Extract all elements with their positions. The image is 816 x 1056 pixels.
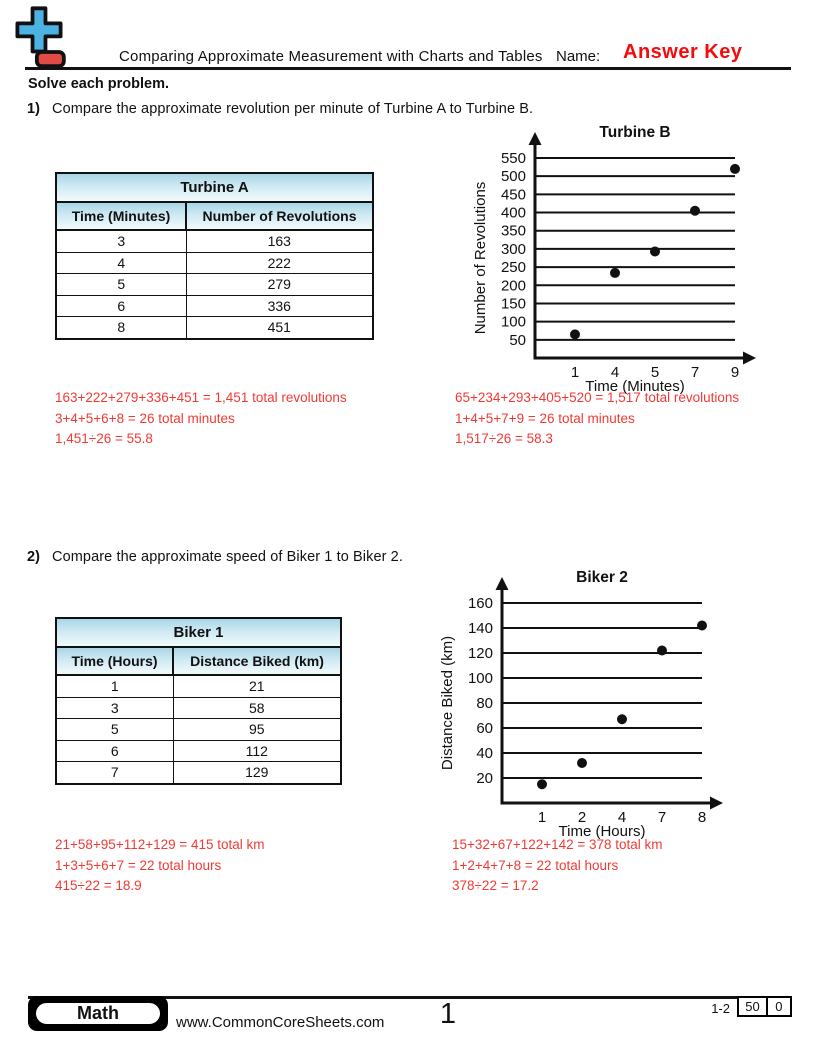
biker-2-chart [430,561,730,853]
x-tick-label: 9 [730,364,740,381]
y-tick-label: 450 [500,186,526,204]
instruction-text: Solve each problem. [28,76,170,92]
x-axis-label: Time (Hours) [558,823,646,840]
y-axis-arrow [529,132,542,145]
y-tick-label: 80 [476,695,493,712]
y-tick-label: 50 [509,331,526,349]
table-title-row [56,618,341,647]
column-header: Distance Biked (km) [173,647,341,675]
y-tick-label: 250 [500,259,526,277]
score-boxes [737,996,792,1017]
table-cell: 1 [56,675,173,697]
table-row [56,740,341,762]
answer-line: 415÷22 = 18.9 [55,878,142,894]
x-tick-label: 1 [537,809,547,826]
answer-line: 15+32+67+122+142 = 378 total km [452,837,663,852]
table-row [56,675,341,697]
table-row [56,274,373,296]
x-tick-label: 7 [690,364,700,381]
page-number: 1 [439,998,457,1030]
y-tick-label: 40 [476,745,493,762]
subject-badge [28,996,168,1031]
table-cell: 95 [173,719,341,741]
answer-line: 1,517÷26 = 58.3 [455,431,553,447]
answers-problem-1-right [455,388,739,450]
y-tick-label: 550 [500,150,526,167]
table-cell: 3 [56,697,173,719]
answer-line: 21+58+95+112+129 = 415 total km [55,837,265,852]
table-header-row [56,202,373,230]
table-row [56,230,373,252]
x-tick-label: 4 [610,364,620,381]
data-point [650,246,660,256]
table-title-row [56,173,373,202]
table-cell: 5 [56,274,186,296]
y-tick-label: 100 [500,313,526,331]
worksheet-title: Comparing Approximate Measurement with Charts and Tables [119,48,543,65]
x-tick-label: 4 [617,809,627,826]
x-tick-label: 5 [650,364,660,381]
table-row [56,295,373,317]
data-point [570,329,580,339]
answer-line: 1+2+4+7+8 = 22 total hours [452,857,619,873]
y-tick-label: 140 [467,620,493,637]
table-cell: 4 [56,252,186,274]
answer-line: 65+234+293+405+520 = 1,517 total revolutions [455,390,740,405]
table-cell: 8 [56,317,186,339]
answer-key-text: Answer Key [623,41,743,63]
table-cell: 6 [56,740,173,762]
data-point [577,758,587,768]
problem-2-number: 2) [27,549,40,565]
y-tick-label: 20 [476,770,493,787]
y-axis-arrow [496,577,509,590]
y-tick-label: 350 [500,222,526,240]
data-point [690,206,700,216]
points-per-problem-box: 50 [737,996,768,1017]
table-row [56,719,341,741]
data-point [537,779,547,789]
x-tick-label: 1 [570,364,580,381]
y-tick-label: 500 [500,168,526,186]
y-tick-label: 200 [500,277,526,295]
table-cell: 129 [173,762,341,784]
table-row [56,317,373,339]
table-header-row [56,647,341,675]
turbine-b-chart [463,116,763,408]
table-cell: 5 [56,719,173,741]
data-point [657,646,667,656]
column-header: Number of Revolutions [186,202,373,230]
table-cell: 112 [173,740,341,762]
table-title: Turbine A [56,173,373,202]
table-row [56,252,373,274]
plus-minus-logo-icon [12,5,66,71]
x-tick-label: 2 [577,809,587,826]
turbine-a-table [55,172,374,340]
subject-badge-label: Math [34,1001,162,1026]
data-point [610,268,620,278]
problem-2-text: Compare the approximate speed of Biker 1 to Biker 2. [52,549,403,565]
column-header: Time (Hours) [56,647,173,675]
table-title: Biker 1 [56,618,341,647]
data-point [617,714,627,724]
x-tick-label: 7 [657,809,667,826]
y-tick-label: 100 [467,670,493,687]
score-box: 0 [766,996,792,1017]
table-cell: 58 [173,697,341,719]
table-cell: 6 [56,295,186,317]
table-cell: 163 [186,230,373,252]
biker-1-table [55,617,342,785]
problem-1-text: Compare the approximate revolution per minute of Turbine A to Turbine B. [52,101,534,117]
y-tick-label: 60 [476,720,493,737]
answer-line: 3+4+5+6+8 = 26 total minutes [55,410,235,426]
table-cell: 451 [186,317,373,339]
y-axis-label: Distance Biked (km) [439,635,456,771]
x-axis-arrow [743,352,756,365]
y-tick-label: 400 [500,204,526,222]
y-axis-label: Number of Revolutions [472,181,489,335]
table-cell: 279 [186,274,373,296]
answer-line: 1+4+5+7+9 = 26 total minutes [455,410,635,426]
data-point [730,164,740,174]
answer-line: 378÷22 = 17.2 [452,878,539,894]
website-url: www.CommonCoreSheets.com [176,1014,385,1031]
chart-title: Turbine B [599,124,671,141]
problem-1-number: 1) [27,101,40,117]
table-cell: 21 [173,675,341,697]
table-cell: 7 [56,762,173,784]
x-tick-label: 8 [697,809,707,826]
problem-range: 1-2 [711,1001,730,1016]
table-row [56,762,341,784]
answers-problem-2-left [55,835,265,897]
table-cell: 222 [186,252,373,274]
name-label: Name: [556,48,601,65]
header-divider [25,67,791,70]
y-tick-label: 300 [500,240,526,258]
answer-line: 1,451÷26 = 55.8 [55,431,153,447]
y-tick-label: 150 [500,295,526,313]
table-cell: 336 [186,295,373,317]
y-tick-label: 160 [467,595,493,612]
answer-line: 1+3+5+6+7 = 22 total hours [55,857,222,873]
table-cell: 3 [56,230,186,252]
column-header: Time (Minutes) [56,202,186,230]
x-axis-label: Time (Minutes) [585,378,685,395]
y-tick-label: 120 [467,645,493,662]
data-point [697,621,707,631]
answer-line: 163+222+279+336+451 = 1,451 total revolutions [55,390,347,405]
table-row [56,697,341,719]
chart-title: Biker 2 [576,569,628,586]
answers-problem-1-left [55,388,347,450]
answers-problem-2-right [452,835,663,897]
x-axis-arrow [710,797,723,810]
